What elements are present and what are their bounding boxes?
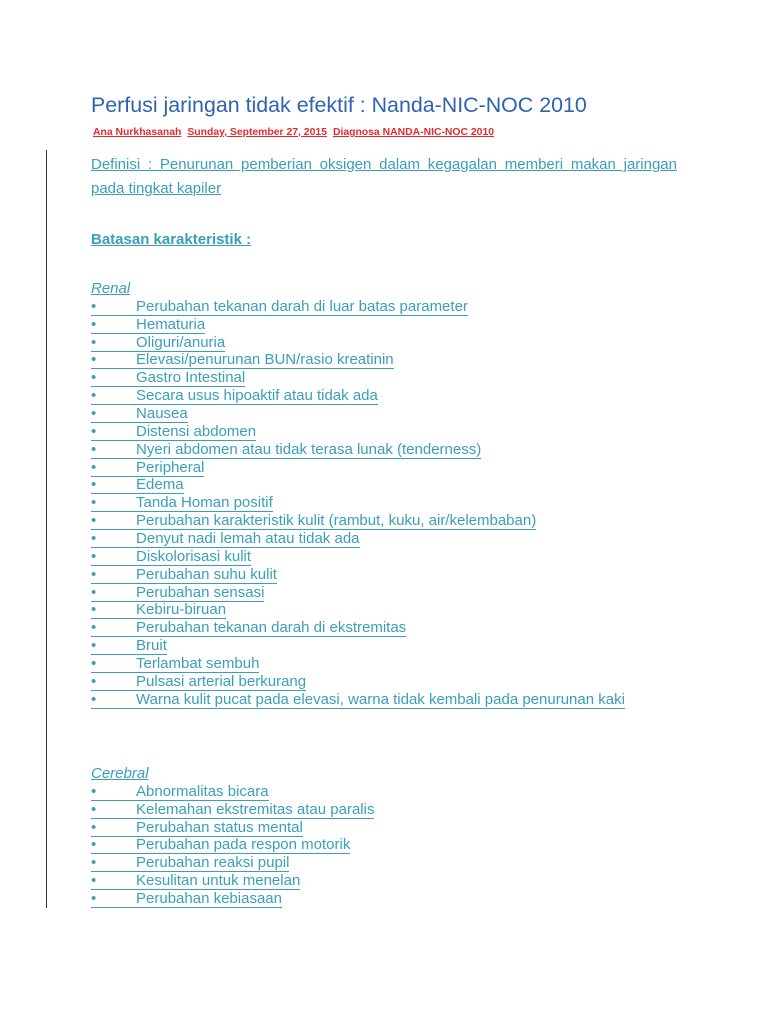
bullet-icon: • [91,387,97,405]
list-item-underline [91,494,273,512]
bullet-icon: • [91,476,97,494]
bullet-icon: • [91,854,97,872]
list-item-underline [91,836,350,854]
characteristics-group-renal [91,280,625,709]
list-item-underline [91,584,264,602]
section-heading: Batasan karakteristik : [91,231,252,248]
list-item-underline [91,637,167,655]
list-item-underline [91,601,226,619]
list-item [91,854,374,872]
list-item-text: Perubahan karakteristik kulit (rambut, kuku, air/kelembaban) [136,512,537,530]
definition-line: pada tingkat kapiler [91,180,222,197]
list-item-underline [91,673,306,691]
list-item-text: Perubahan sensasi [136,583,265,601]
list-item-underline [91,872,300,890]
list-item-text: Denyut nadi lemah atau tidak ada [136,530,360,548]
list-item [91,387,625,405]
list-item-text: Kebiru-biruan [136,601,227,619]
group-heading-renal: Renal [91,280,131,297]
list-item-text: Perubahan tekanan darah di ekstremitas [136,619,407,637]
bullet-icon: • [91,547,97,565]
list-item-underline [91,619,406,637]
list-item-text: Perubahan pada respon motorik [136,836,351,854]
bullet-icon: • [91,836,97,854]
list-item [91,334,625,352]
list-item [91,441,625,459]
list-item [91,351,625,369]
bullet-icon: • [91,351,97,369]
group-heading-cerebral: Cerebral [91,765,149,782]
bullet-icon: • [91,637,97,655]
list-item-text: Kelemahan ekstremitas atau paralis [136,800,375,818]
list-item-underline [91,387,378,405]
label-link[interactable]: Diagnosa NANDA-NIC-NOC 2010 [332,127,495,138]
list-item-text: Pulsasi arterial berkurang [136,672,307,690]
list-item [91,476,625,494]
list-item-underline [91,334,225,352]
list-item [91,691,625,709]
list-item-underline [91,316,205,334]
list-item-text: Perubahan reaksi pupil [136,854,290,872]
list-item-text: Nyeri abdomen atau tidak terasa lunak (tenderness) [136,440,482,458]
list-item-underline [91,441,481,459]
list-item [91,512,625,530]
list-item [91,369,625,387]
list-item-text: Distensi abdomen [136,422,257,440]
list-item [91,872,374,890]
definition-paragraph [91,153,677,201]
list-item [91,298,625,316]
list-item [91,801,374,819]
list-item [91,619,625,637]
list-item-underline [91,890,282,908]
author-link[interactable]: Ana Nurkhasanah [93,127,182,138]
bullet-icon: • [91,333,97,351]
bullet-icon: • [91,601,97,619]
list-item-text: Warna kulit pucat pada elevasi, warna tidak kembali pada penurunan kaki [136,690,625,708]
bullet-icon: • [91,690,97,708]
date-link[interactable]: Sunday, September 27, 2015 [187,127,327,138]
list-item [91,584,625,602]
list-item-text: Perubahan kebiasaan [136,890,282,908]
list-item-underline [91,351,394,369]
characteristics-group-cerebral [91,765,374,908]
list-item [91,601,625,619]
list-item [91,530,625,548]
list-item-underline [91,691,625,709]
definition-line: Definisi : Penurunan pemberian oksigen dalam kegagalan memberi makan jaringan [91,156,677,173]
list-item-underline [91,819,303,837]
bullet-icon: • [91,890,97,908]
list-item-text: Abnormalitas bicara [136,782,269,800]
list-item [91,423,625,441]
bullet-icon: • [91,672,97,690]
left-margin-rule [46,150,47,908]
list-item [91,494,625,512]
bullet-icon: • [91,872,97,890]
list-item [91,819,374,837]
list-item [91,836,374,854]
list-item-underline [91,548,251,566]
list-item-text: Tanda Homan positif [136,494,273,512]
list-item-text: Gastro Intestinal [136,369,246,387]
list-item-text: Edema [136,476,184,494]
bullet-icon: • [91,583,97,601]
bullet-icon: • [91,655,97,673]
list-item-text: Perubahan status mental [136,818,303,836]
bullet-icon: • [91,458,97,476]
list-item-text: Terlambat sembuh [136,655,260,673]
list-item-underline [91,530,360,548]
list-item [91,405,625,423]
list-item-text: Perubahan suhu kulit [136,565,277,583]
list-item-underline [91,512,536,530]
bullet-icon: • [91,405,97,423]
bullet-icon: • [91,818,97,836]
list-item-underline [91,459,204,477]
bullet-icon: • [91,422,97,440]
bullet-icon: • [91,530,97,548]
bullet-icon: • [91,800,97,818]
list-item-underline [91,655,259,673]
list-item-text: Secara usus hipoaktif atau tidak ada [136,387,378,405]
list-item-text: Diskolorisasi kulit [136,547,252,565]
list-item [91,459,625,477]
bullet-icon: • [91,369,97,387]
post-meta [93,127,500,139]
list-item-text: Nausea [136,405,188,423]
bullet-icon: • [91,315,97,333]
list-item-text: Peripheral [136,458,205,476]
bullet-icon: • [91,565,97,583]
list-item [91,673,625,691]
bullet-icon: • [91,440,97,458]
list-item-text: Perubahan tekanan darah di luar batas parameter [136,297,468,315]
bullet-icon: • [91,619,97,637]
list-item [91,566,625,584]
list-item-text: Bruit [136,637,167,655]
list-item [91,548,625,566]
list-item-underline [91,298,468,316]
list-item-text: Elevasi/penurunan BUN/rasio kreatinin [136,351,394,369]
list-item [91,316,625,334]
list-item-underline [91,405,188,423]
bullet-icon: • [91,512,97,530]
list-item-underline [91,801,374,819]
list-item-text: Hematuria [136,315,206,333]
list-item-underline [91,566,277,584]
list-item-underline [91,423,256,441]
bullet-icon: • [91,494,97,512]
list-item [91,655,625,673]
list-item-underline [91,783,269,801]
list-item-text: Oliguri/anuria [136,333,226,351]
list-item [91,637,625,655]
list-item [91,783,374,801]
page-title: Perfusi jaringan tidak efektif : Nanda-NIC-NOC 2010 [91,93,587,117]
list-item [91,890,374,908]
bullet-icon: • [91,782,97,800]
list-item-underline [91,369,245,387]
list-item-underline [91,854,289,872]
list-item-underline [91,476,184,494]
list-item-text: Kesulitan untuk menelan [136,872,301,890]
bullet-icon: • [91,297,97,315]
